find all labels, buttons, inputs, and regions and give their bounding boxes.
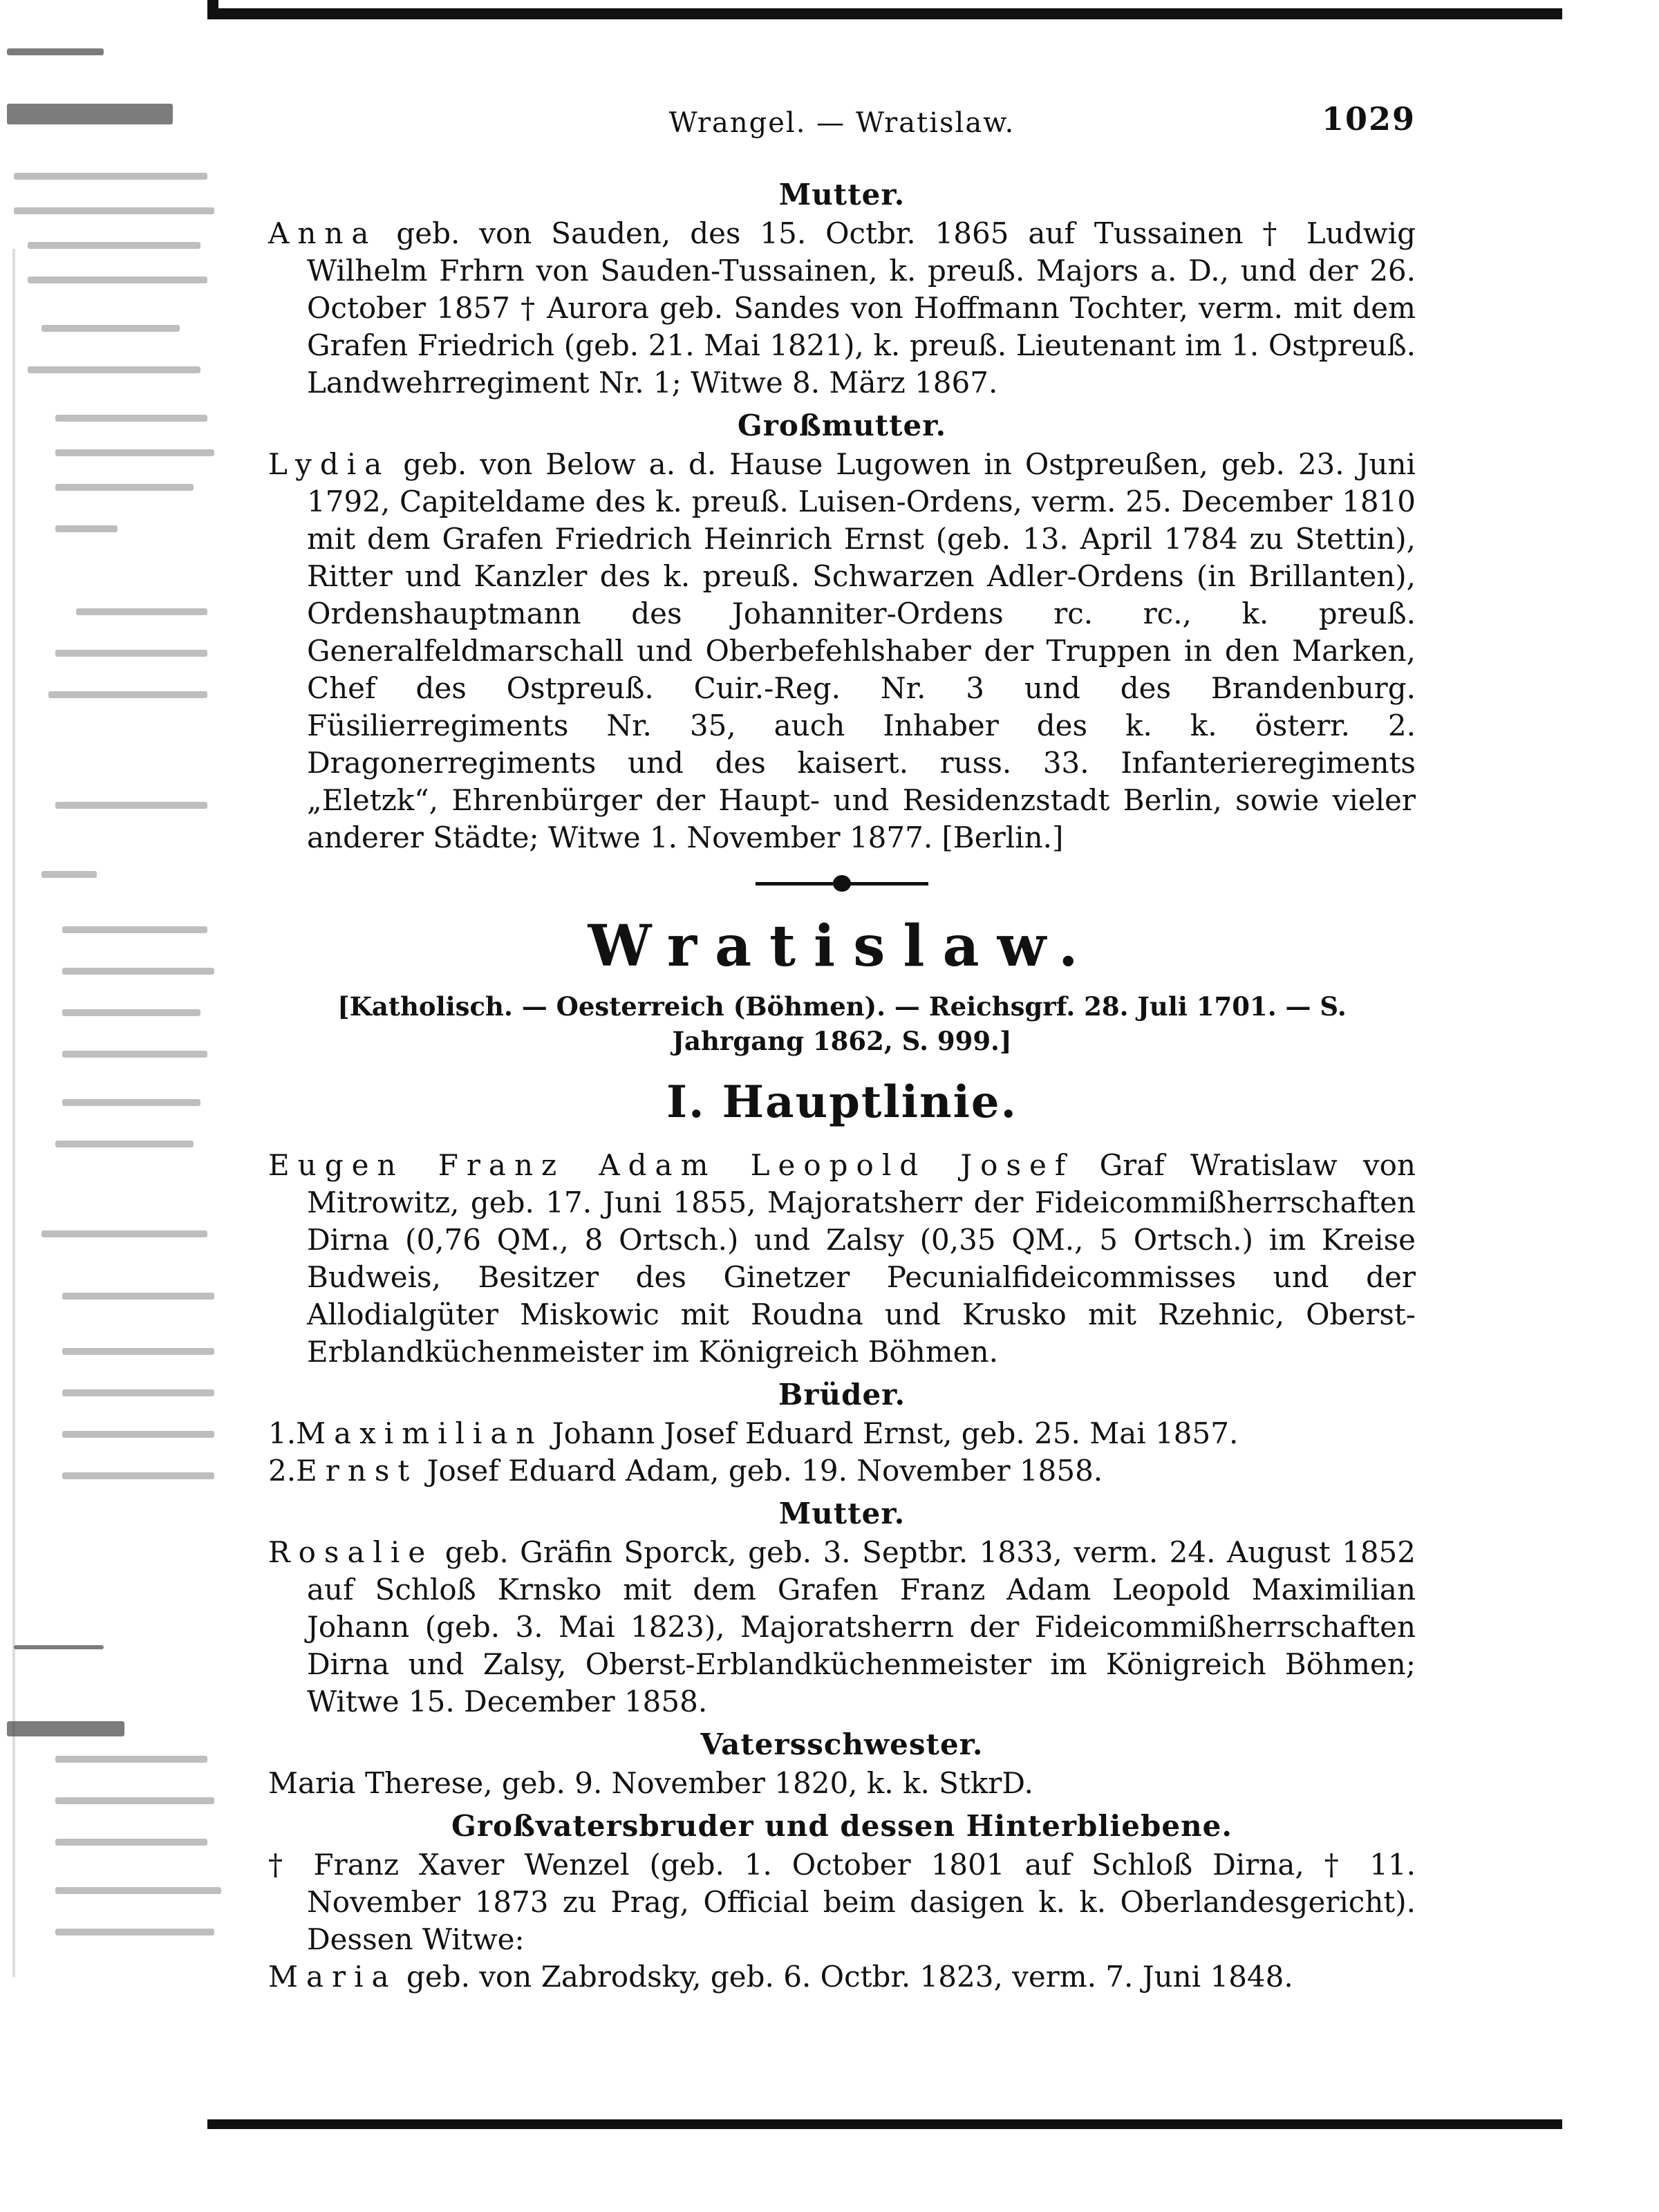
- bleed-mark: [55, 1929, 214, 1936]
- entry-bruder-2: [268, 1452, 1416, 1490]
- person-name: Rosalie: [268, 1535, 434, 1569]
- bleed-mark: [55, 484, 194, 491]
- bleed-mark: [14, 207, 214, 214]
- bleed-mark: [62, 968, 214, 975]
- bleed-mark: [62, 1348, 214, 1355]
- bleed-mark: [62, 1472, 214, 1479]
- section-heading-grossvatersbruder: Großvatersbruder und dessen Hinterbliebene.: [451, 1809, 1233, 1843]
- entry-text: Josef Eduard Adam, geb. 19. November 1858.: [427, 1454, 1103, 1488]
- bleed-mark: [62, 1009, 200, 1016]
- bleed-mark: [62, 1293, 214, 1300]
- bleed-mark: [14, 1645, 104, 1649]
- person-name: Anna: [268, 216, 377, 250]
- bleed-mark: [55, 802, 207, 809]
- entry-mutter-wrangel: [268, 215, 1416, 402]
- family-note: [Katholisch. — Oesterreich (Böhmen). — Reichsgrf. 28. Juli 1701. — S. Jahrgang 1862, S. 999.]: [337, 991, 1347, 1056]
- entry-text: Graf Wratislaw von Mitrowitz, geb. 17. Juni 1855, Majoratsherr der Fideicommißherrschaften Dirna (0,76 QM., 8 Ortsch.) und Zalsy (0,35 QM., 5 Ortsch.) im Kreise Budweis, Besitzer des Ginetzer Pecunialfideicommisses und der Allodialgüter Miskowic mit Roudna und Krusko mit Rzehnic, Oberst-Erblandküchenmeister im Königreich Böhmen.: [307, 1148, 1416, 1369]
- running-head: [268, 100, 1416, 149]
- section-heading-brueder: Brüder.: [778, 1378, 906, 1412]
- entry-text: geb. Gräfin Sporck, geb. 3. Septbr. 1833, verm. 24. August 1852 auf Schloß Krnsko mit dem Grafen Franz Adam Leopold Maximilian Johann (geb. 3. Mai 1823), Majoratsherrn der Fideicommißherrschaften Dirna und Zalsy, Oberst-Erblandküchenmeister im Königreich Böhmen; Witwe 15. December 1858.: [307, 1535, 1416, 1718]
- bleed-mark: [62, 1389, 214, 1396]
- bleed-mark: [76, 608, 207, 615]
- entry-text: geb. von Below a. d. Hause Lugowen in Ostpreußen, geb. 23. Juni 1792, Capiteldame des k. preuß. Luisen-Ordens, verm. 25. December 1810 mit dem Grafen Friedrich Heinrich Ernst (geb. 13. April 1784 zu Stettin), Ritter und Kanzler des k. preuß. Schwarzen Adler-Ordens (in Brillanten), Ordenshauptmann des Johanniter-Ordens rc. rc., k. preuß. Generalfeldmarschall und Oberbefehlshaber der Truppen in den Marken, Chef des Ostpreuß. Cuir.-Reg. Nr. 3 und des Brandenburg. Füsilierregiments Nr. 35, auch Inhaber des k. k. österr. 2. Dragonerregiments und des kaisert. russ. 33. Infanterieregiments „Eletzk“, Ehrenbürger der Haupt- und Residenzstadt Berlin, sowie vieler anderer Städte; Witwe 1. November 1877. [Berlin.]: [307, 447, 1416, 854]
- bleed-mark: [7, 104, 173, 124]
- family-name: Wratislaw.: [588, 913, 1096, 980]
- bleed-mark: [28, 242, 200, 249]
- section-heading-grossmutter: Großmutter.: [737, 409, 947, 442]
- scan-edge-top: [207, 8, 1562, 19]
- bleed-mark: [55, 1141, 194, 1147]
- entry-bruder-1: [268, 1415, 1416, 1452]
- bleed-mark: [48, 691, 207, 698]
- section-divider: [756, 873, 928, 894]
- divider-ornament: [833, 875, 851, 892]
- bleed-mark: [7, 48, 104, 55]
- entry-number: 2.: [268, 1454, 297, 1488]
- person-name: Eugen Franz Adam Leopold Josef: [268, 1148, 1074, 1182]
- bleed-mark: [62, 1099, 200, 1106]
- page-content: [268, 100, 1416, 1996]
- margin-shadow-line: [12, 249, 15, 1977]
- entry-mutter-wratislaw: [268, 1534, 1416, 1721]
- line-heading: I. Hauptlinie.: [666, 1076, 1018, 1128]
- bleed-mark: [55, 449, 214, 456]
- scan-edge-bottom: [207, 2119, 1562, 2129]
- bleed-mark: [41, 325, 180, 332]
- bleed-mark: [62, 926, 207, 933]
- bleed-mark: [55, 1756, 207, 1763]
- entry-text: geb. von Zabrodsky, geb. 6. Octbr. 1823, verm. 7. Juni 1848.: [406, 1960, 1293, 1994]
- bleed-mark: [55, 525, 118, 532]
- entry-grossmutter-wrangel: [268, 446, 1416, 856]
- bleed-mark: [28, 276, 207, 283]
- bleed-mark: [55, 650, 207, 657]
- entry-text: † Franz Xaver Wenzel (geb. 1. October 1801 auf Schloß Dirna, † 11. November 1873 zu Prag, Official beim dasigen k. k. Oberlandesgericht). Dessen Witwe:: [268, 1848, 1416, 1956]
- bleed-mark: [55, 1839, 207, 1846]
- entry-head-of-house: [268, 1147, 1416, 1371]
- entry-vatersschwester: [268, 1765, 1416, 1802]
- page-number: 1029: [1321, 100, 1416, 138]
- bleed-mark: [55, 415, 207, 422]
- person-name: Ernst: [296, 1454, 418, 1488]
- bleed-mark: [55, 1887, 221, 1894]
- entry-witwe: [268, 1958, 1416, 1996]
- running-title: Wrangel. — Wratislaw.: [668, 107, 1015, 139]
- person-name: Lydia: [268, 447, 391, 481]
- bleed-mark: [28, 366, 200, 373]
- person-name: Maximilian: [296, 1416, 543, 1450]
- bleed-mark: [41, 871, 97, 878]
- bleed-mark: [55, 1797, 214, 1804]
- entry-grossvatersbruder: [268, 1846, 1416, 1958]
- person-name: Maria: [268, 1960, 397, 1994]
- entry-number: 1.: [268, 1416, 297, 1450]
- bleed-mark: [62, 1431, 214, 1438]
- entry-text: geb. von Sauden, des 15. Octbr. 1865 auf Tussainen † Ludwig Wilhelm Frhrn von Sauden-Tussainen, k. preuß. Majors a. D., und der 26. October 1857 † Aurora geb. Sandes von Hoffmann Tochter, verm. mit dem Grafen Friedrich (geb. 21. Mai 1821), k. preuß. Lieutenant im 1. Ostpreuß. Landwehrregiment Nr. 1; Witwe 8. März 1867.: [307, 216, 1416, 400]
- facing-page-bleedthrough: [0, 0, 228, 2039]
- entry-text: Maria Therese, geb. 9. November 1820, k. k. StkrD.: [268, 1766, 1033, 1800]
- entry-text: Johann Josef Eduard Ernst, geb. 25. Mai 1857.: [552, 1416, 1239, 1450]
- bleed-mark: [62, 1051, 207, 1058]
- bleed-mark: [14, 173, 207, 180]
- bleed-mark: [7, 1721, 124, 1736]
- section-heading-vatersschwester: Vatersschwester.: [700, 1727, 984, 1761]
- section-heading-mutter: Mutter.: [778, 178, 906, 212]
- section-heading-mutter: Mutter.: [778, 1497, 906, 1530]
- bleed-mark: [41, 1230, 207, 1237]
